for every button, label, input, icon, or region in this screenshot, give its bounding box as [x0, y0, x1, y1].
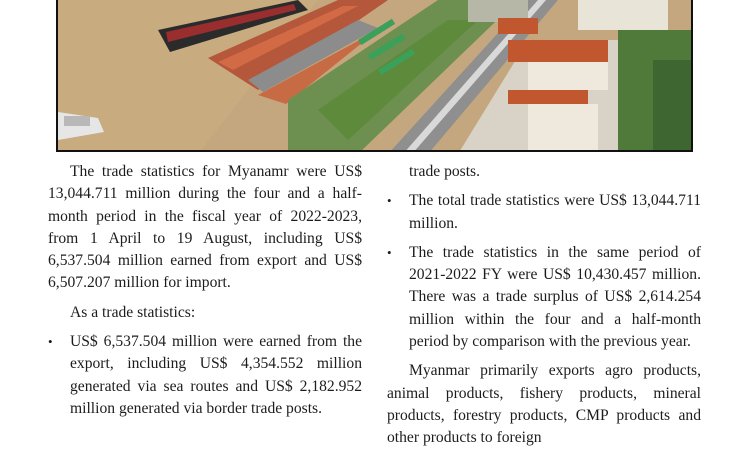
bullet-icon: • [387, 244, 392, 260]
bullet-icon: • [48, 334, 53, 350]
port-aerial-photo [56, 0, 693, 152]
intro-paragraph: The trade statistics for Myanamr were US$ 13,044.711 million during the four and a half-month period in the fiscal year of 2022-2023, from 1 April to 19 August, including US$ 6,537.504 million earned from export and US$ 6,507.207 million for import. [48, 163, 362, 292]
list-item [48, 331, 362, 420]
closing-paragraph: Myanmar primarily exports agro products, animal products, fishery products, mineral products, forestry products, CMP products and other products to foreign [387, 362, 701, 447]
list-item [387, 190, 701, 235]
continuation-text: trade posts. [409, 163, 481, 180]
lead-paragraph: As a trade statistics: [70, 303, 196, 321]
left-column [48, 161, 362, 420]
bullet-text: The total trade statistics were US$ 13,044.711 million. [409, 192, 701, 232]
bullet-icon: • [387, 193, 392, 209]
bullet-text: The trade statistics in the same period of 2021-2022 FY were US$ 10,430.457 million. There was a trade surplus of US$ 2,614.254 million within the four and a half-month period by comparison with the previous year. [409, 243, 701, 351]
export-bullet-list [48, 331, 362, 420]
right-column [387, 161, 701, 450]
trade-bullet-list [387, 190, 701, 353]
list-item [387, 242, 701, 353]
bullet-text: US$ 6,537.504 million were earned from the export, including US$ 4,354.552 million generated via sea routes and US$ 2,182.952 million generated via border trade posts. [70, 333, 362, 417]
